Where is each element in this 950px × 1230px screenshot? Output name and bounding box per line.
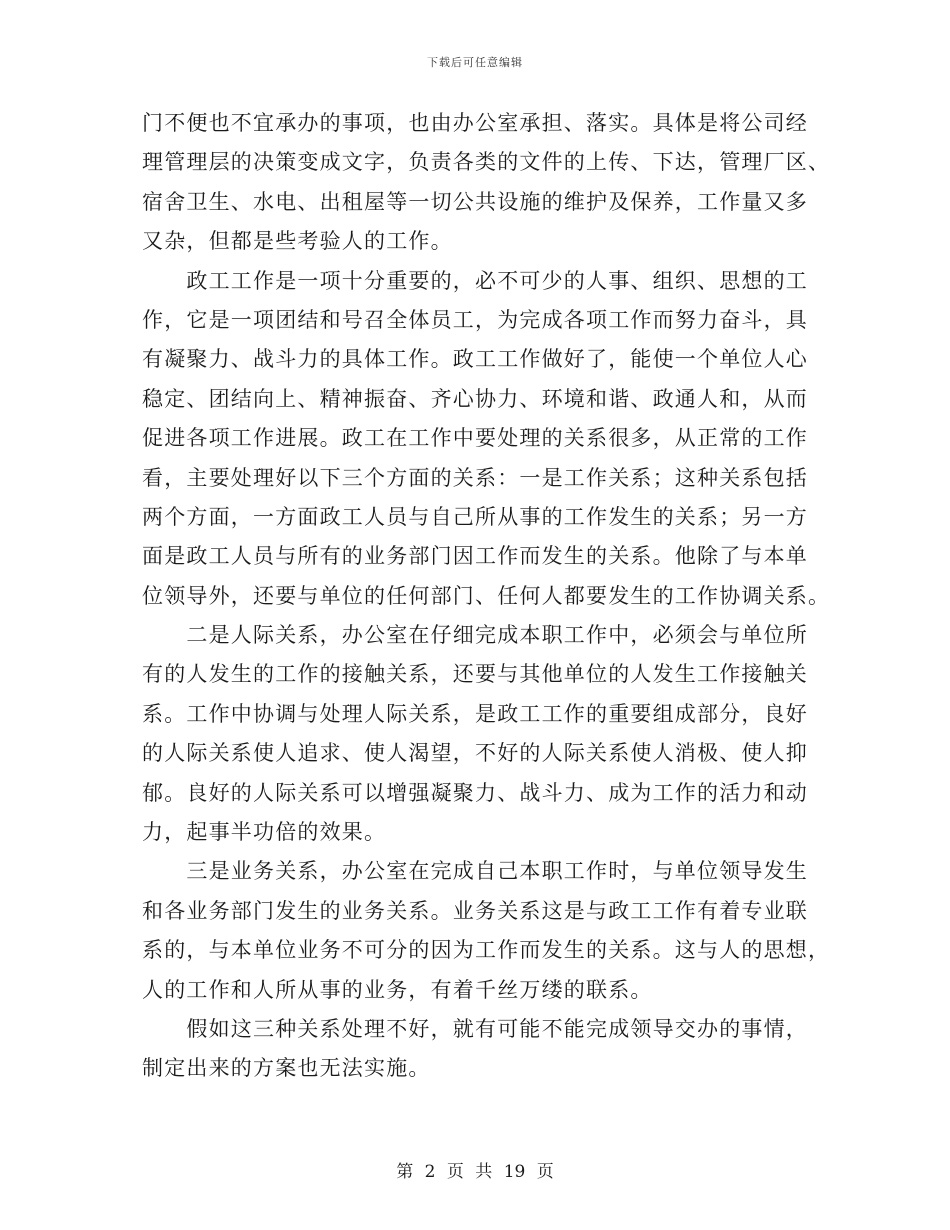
body-line: 有凝聚力、战斗力的具体工作。政工工作做好了，能使一个单位人心 [142,347,808,372]
body-line: 促进各项工作进展。政工在工作中要处理的关系很多，从正常的工作 [142,426,808,451]
body-line: 制定出来的方案也无法实施。 [142,1056,431,1081]
body-line: 郁。良好的人际关系可以增强凝聚力、战斗力、成为工作的活力和动 [142,780,808,805]
body-line: 系的，与本单位业务不可分的因为工作而发生的关系。这与人的思想， [142,938,831,963]
page-header: 下载后可任意编辑 [427,56,523,69]
body-line: 理管理层的决策变成文字，负责各类的文件的上传、下达，管理厂区、 [142,150,831,175]
body-line: 位领导外，还要与单位的任何部门、任何人都要发生的工作协调关系。 [142,583,831,608]
body-line: 力，起事半功倍的效果。 [142,820,387,845]
document-body [142,104,831,1089]
body-line: 和各业务部门发生的业务关系。业务关系这是与政工工作有着专业联 [142,898,808,923]
body-line: 二是人际关系，办公室在仔细完成本职工作中，必须会与单位所 [142,623,808,648]
body-line: 又杂，但都是些考验人的工作。 [142,229,453,254]
body-line: 的人际关系使人追求、使人渴望，不好的人际关系使人消极、使人抑 [142,741,808,766]
body-line: 有的人发生的工作的接触关系，还要与其他单位的人发生工作接触关 [142,662,808,687]
body-line: 作，它是一项团结和号召全体员工，为完成各项工作而努力奋斗，具 [142,307,808,332]
body-line: 宿舍卫生、水电、出租屋等一切公共设施的维护及保养，工作量又多 [142,189,808,214]
body-line: 面是政工人员与所有的业务部门因工作而发生的关系。他除了与本单 [142,544,808,569]
body-line: 三是业务关系，办公室在完成自己本职工作时，与单位领导发生 [142,859,808,884]
body-line: 稳定、团结向上、精神振奋、齐心协力、环境和谐、政通人和，从而 [142,386,808,411]
body-line: 政工工作是一项十分重要的，必不可少的人事、组织、思想的工 [142,268,808,293]
body-line: 看，主要处理好以下三个方面的关系：一是工作关系；这种关系包括 [142,465,808,490]
body-line: 系。工作中协调与处理人际关系，是政工工作的重要组成部分，良好 [142,701,808,726]
body-line: 人的工作和人所从事的业务，有着千丝万缕的联系。 [142,977,653,1002]
body-line: 假如这三种关系处理不好，就有可能不能完成领导交办的事情， [142,1016,808,1041]
page-number: 第 2 页 共 19 页 [396,1162,554,1182]
body-line: 门不便也不宜承办的事项，也由办公室承担、落实。具体是将公司经 [142,111,808,135]
body-line: 两个方面，一方面政工人员与自己所从事的工作发生的关系；另一方 [142,504,808,529]
